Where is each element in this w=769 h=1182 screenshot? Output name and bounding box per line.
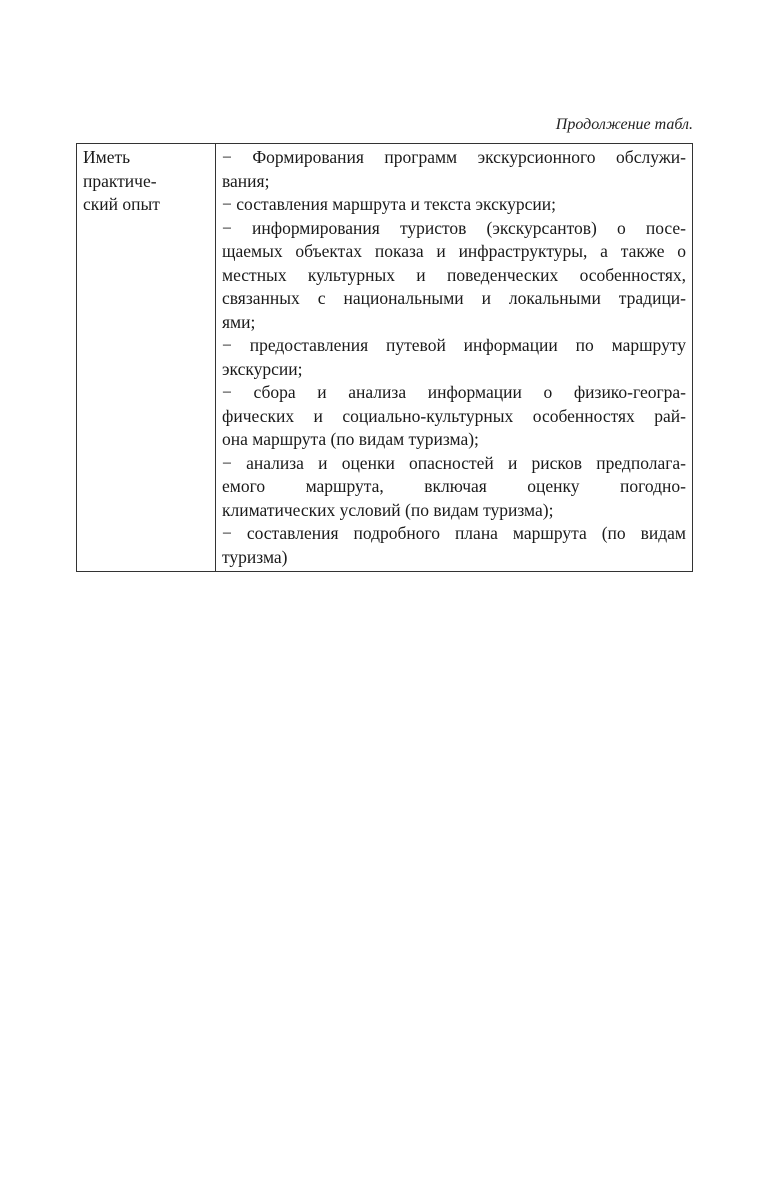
- experience-text-line: − сбора и анализа информации о физико-геогра-: [222, 382, 686, 402]
- experience-text-line: местных культурных и поведенческих особенностях,: [222, 264, 686, 285]
- experience-text-line: − составления подробного плана маршрута (по видам: [222, 523, 686, 543]
- competency-line: практиче-: [83, 170, 157, 191]
- experience-text-line: − составления маршрута и текста экскурсии;: [222, 194, 556, 214]
- experience-list-cell: [216, 144, 693, 572]
- experience-text-line: вания;: [222, 170, 270, 191]
- experience-text-line: туризма): [222, 546, 288, 567]
- competency-line: Иметь: [83, 147, 131, 167]
- competency-line: ский опыт: [83, 194, 160, 214]
- experience-text-line: она маршрута (по видам туризма);: [222, 429, 479, 449]
- experience-text-line: фических и социально-культурных особенностях рай-: [222, 405, 686, 426]
- requirements-table: [76, 143, 693, 572]
- experience-text-line: ями;: [222, 311, 256, 332]
- experience-text-line: щаемых объектах показа и инфраструктуры, а также о: [222, 241, 686, 261]
- experience-text-line: связанных с национальными и локальными традици-: [222, 288, 686, 308]
- table-continuation-caption: Продолжение табл.: [555, 116, 693, 133]
- table-row: [77, 144, 693, 572]
- experience-text-line: − информирования туристов (экскурсантов) о посе-: [222, 217, 686, 238]
- competency-cell: [77, 144, 216, 572]
- experience-text-line: − предоставления путевой информации по маршруту: [222, 335, 686, 355]
- experience-text-line: емого маршрута, включая оценку погодно-: [222, 476, 686, 496]
- experience-text-line: − анализа и оценки опасностей и рисков предполага-: [222, 452, 686, 473]
- experience-text-line: экскурсии;: [222, 358, 303, 379]
- experience-text-line: климатических условий (по видам туризма);: [222, 499, 554, 520]
- experience-text-line: − Формирования программ экскурсионного обслужи-: [222, 147, 686, 167]
